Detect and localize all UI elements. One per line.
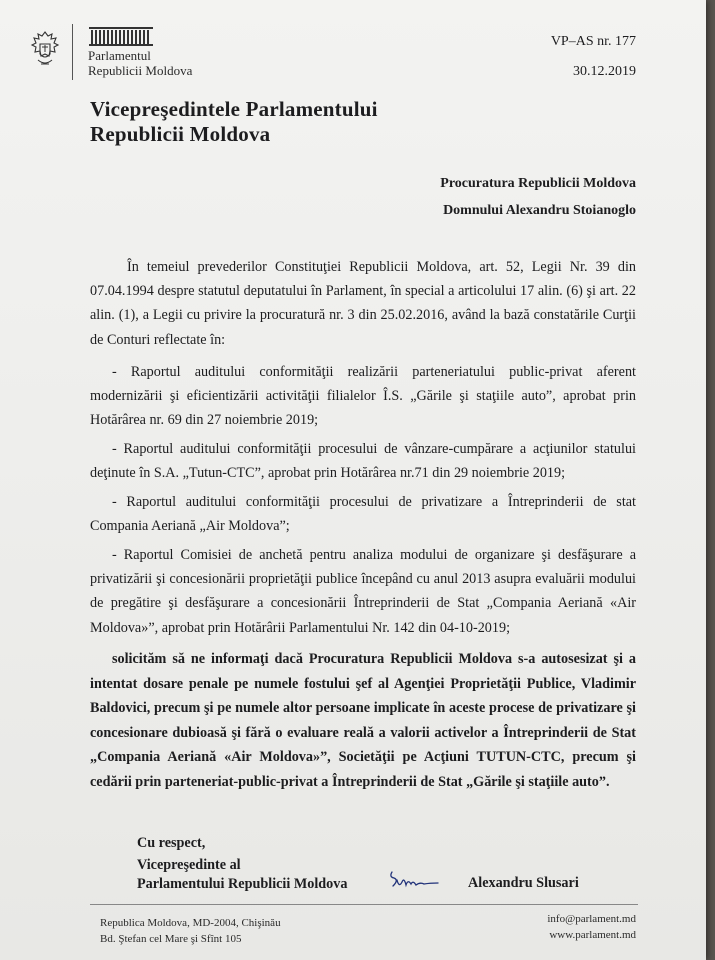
reference-number: VP–AS nr. 177 [550,34,636,49]
signer-name: Alexandru Slusari [468,875,579,891]
footer-divider [90,904,638,905]
footer-contacts [547,911,636,943]
institution-line: Parlamentul [88,48,151,63]
intro-paragraph: În temeiul prevederilor Constituţiei Republicii Moldova, art. 52, Legii Nr. 39 din 07.04.1994 despre statutul deputatului în Parlament, în special a articolului 17 alin. (6) şi art. 22 alin. (1), a Legii cu privire la procuratură nr. 3 din 25.02.2016, având la bază constatările Curţii de Conturi reflectate în: [90,259,636,348]
request-paragraph: solicităm să ne informaţi dacă Procuratura Republicii Moldova s-a autosesizat şi a intentat dosare penale pe numele fostului şef al Agenţiei Proprietăţii Publice, Vladimir Baldovici, precum şi pe numele altor persoane implicate în aceste procese de privatizare şi concesionare dubioasă şi fără o evaluare reală a valorii activelor a Întreprinderii de Stat „Compania Aeriană «Air Moldova»”, Societăţii pe Acţiuni TUTUN-CTC, precum şi cedării prin parteneriat-public-privat a Întreprinderii de Stat „Gările şi staţiile auto”. [90,651,636,790]
letter-date: 30.12.2019 [573,64,636,79]
sender-title [90,97,378,147]
parliament-building-logo [88,24,154,46]
header-divider [72,24,73,80]
signer-role-line: Vicepreşedinte al [137,857,241,873]
sender-title-line: Vicepreşedintele Parlamentului [90,97,378,121]
coat-of-arms-icon [30,30,60,70]
list-item: - Raportul auditului conformităţii procesului de vânzare-cumpărare a acţiunilor statului deţinute în S.A. „Tutun-CTC”, aprobat prin Hotărârea nr.71 din 29 noiembrie 2019; [90,441,636,482]
list-item: - Raportul auditului conformităţii procesului de privatizare a Întreprinderii de stat Compania Aeriană „Air Moldova”; [90,494,636,535]
footer-address-line: Bd. Ştefan cel Mare şi Sfînt 105 [100,933,242,945]
addressee-institution: Procuratura Republicii Moldova [440,176,636,191]
signer-role [137,856,347,894]
institution-line: Republicii Moldova [88,63,193,78]
handwritten-signature [388,868,446,890]
list-item: - Raportul auditului conformităţii realizării parteneriatului public-privat aferent modernizării şi eficientizării activităţii filialelor Î.S. „Gările şi staţiile auto”, aprobat prin Hotărârea nr. 69 din 27 noiembrie 2019; [90,364,636,429]
closing-salutation: Cu respect, [137,835,206,851]
footer-website: www.parlament.md [549,929,636,941]
footer-email: info@parlament.md [547,913,636,925]
footer-address [100,915,281,947]
sender-title-line: Republicii Moldova [90,122,271,146]
addressee-person: Domnului Alexandru Stoianoglo [443,203,636,218]
signer-role-line: Parlamentului Republicii Moldova [137,876,348,892]
list-item: - Raportul Comisiei de anchetă pentru analiza modului de organizare şi desfăşurare a privatizării şi concesionării proprietăţii publice începând cu anul 2013 asupra evaluării modului de pregătire şi desfăşurare a concesionării Întreprinderii de Stat „Compania Aeriană «Air Moldova»”, aprobat prin Hotărârii Parlamentului Nr. 142 din 04-10-2019; [90,547,636,636]
footer-address-line: Republica Moldova, MD-2004, Chişinău [100,917,281,929]
institution-name [88,48,192,78]
